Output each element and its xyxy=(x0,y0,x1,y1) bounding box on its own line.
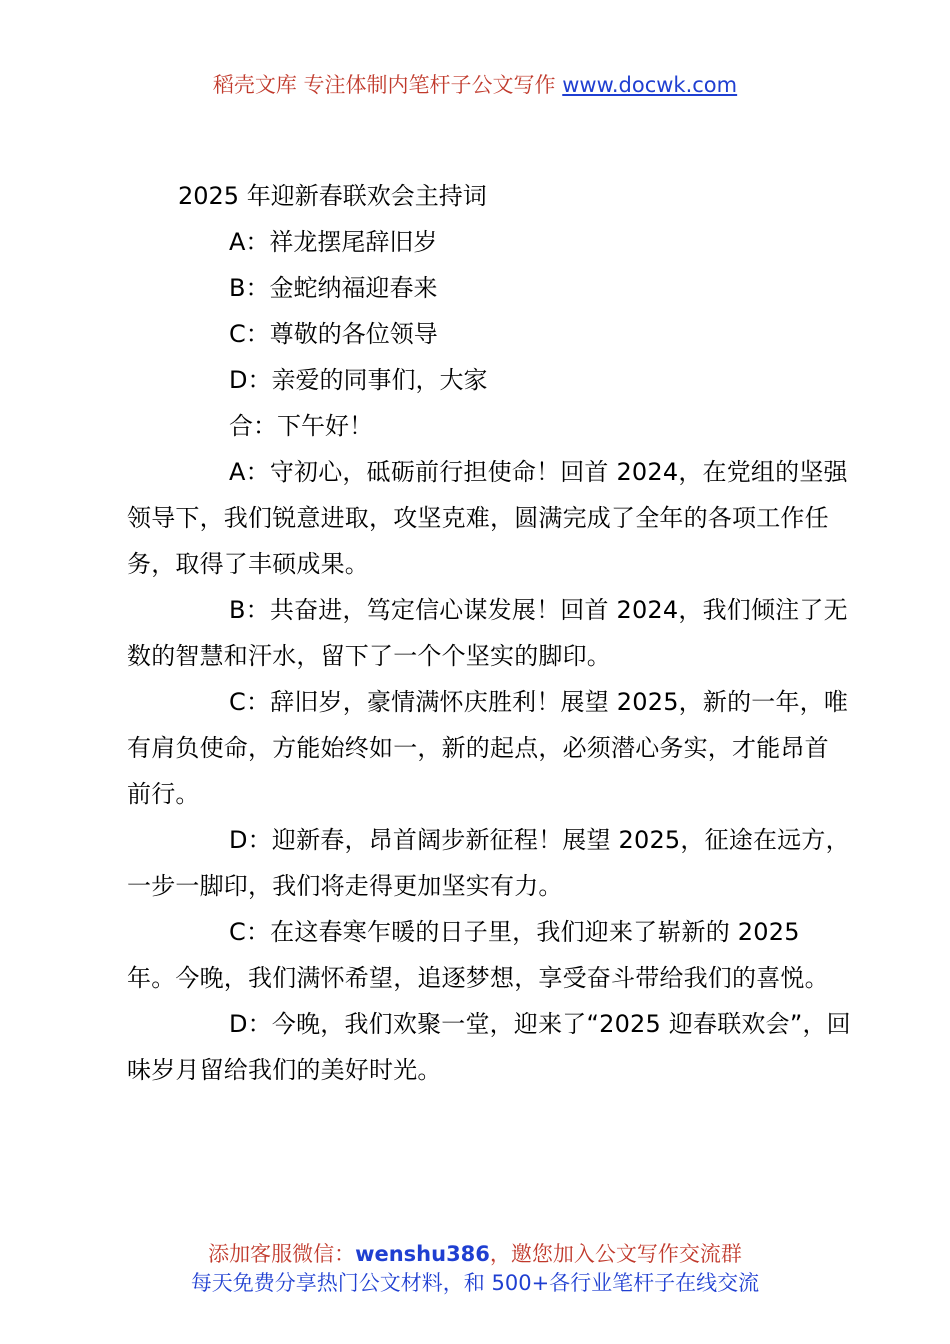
paragraph: C：辞旧岁，豪情满怀庆胜利！展望 2025，新的一年，唯有肩负使命，方能始终如一，新的起点，必须潜心务实，才能昂首前行。 xyxy=(127,688,849,808)
footer-wechat-suffix: ，邀您加入公文写作交流群 xyxy=(489,1242,742,1266)
header-website-link[interactable]: www.docwk.com xyxy=(562,73,738,97)
document-body xyxy=(127,173,851,1093)
host-line-together: 合：下午好！ xyxy=(229,412,373,440)
host-line-c: C：尊敬的各位领导 xyxy=(229,320,438,348)
paragraph: B：共奋进，笃定信心谋发展！回首 2024，我们倾注了无数的智慧和汗水，留下了一个个坚实的脚印。 xyxy=(127,596,848,670)
footer-wechat-prefix: 添加客服微信： xyxy=(208,1242,356,1266)
paragraph: A：守初心，砥砺前行担使命！回首 2024，在党组的坚强领导下，我们锐意进取，攻坚克难，圆满完成了全年的各项工作任务，取得了丰硕成果。 xyxy=(127,458,848,578)
host-line-a: A：祥龙摆尾辞旧岁 xyxy=(229,228,438,256)
document-title: 2025 年迎新春联欢会主持词 xyxy=(178,182,487,210)
paragraph: C：在这春寒乍暖的日子里，我们迎来了崭新的 2025 年。今晚，我们满怀希望，追逐梦想，享受奋斗带给我们的喜悦。 xyxy=(127,918,829,992)
host-line-b: B：金蛇纳福迎春来 xyxy=(229,274,438,302)
document-footer xyxy=(0,1240,950,1298)
document-header xyxy=(0,70,950,100)
footer-share-line: 每天免费分享热门公文材料，和 500+各行业笔杆子在线交流 xyxy=(190,1271,760,1295)
host-line-d: D：亲爱的同事们，大家 xyxy=(229,366,488,394)
footer-wechat-id: wenshu386 xyxy=(355,1242,490,1266)
footer-wechat-line xyxy=(0,1240,950,1269)
paragraph: D：今晚，我们欢聚一堂，迎来了“2025 迎春联欢会”，回味岁月留给我们的美好时光。 xyxy=(127,1010,851,1084)
header-brand-text: 稻壳文库 专注体制内笔杆子公文写作 xyxy=(212,73,556,97)
paragraph: D：迎新春，昂首阔步新征程！展望 2025，征途在远方，一步一脚印，我们将走得更加坚实有力。 xyxy=(127,826,850,900)
